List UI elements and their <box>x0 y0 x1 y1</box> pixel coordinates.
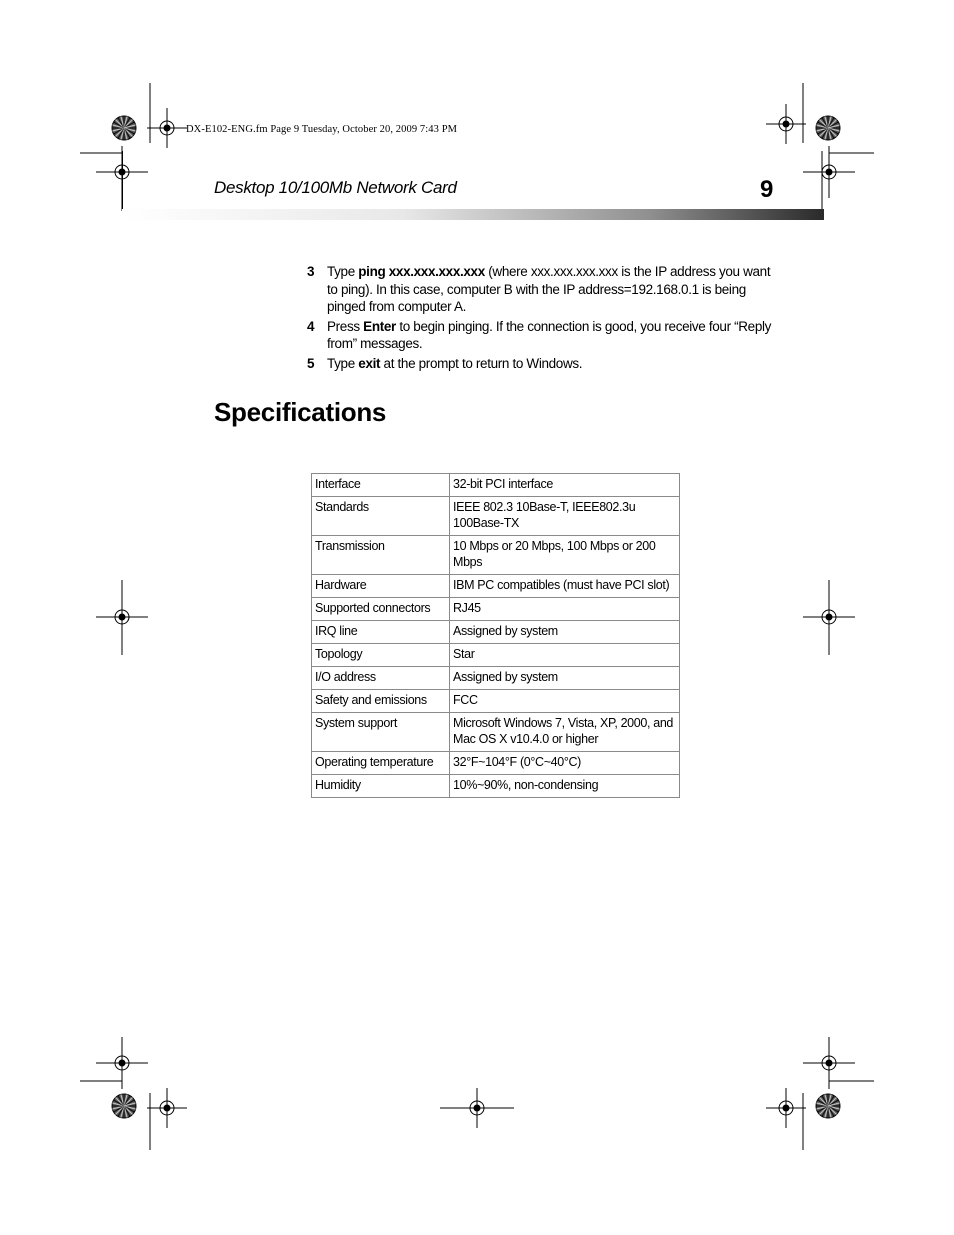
registration-target-icon <box>803 146 855 198</box>
color-wheel-icon <box>816 1094 840 1118</box>
spec-key: Humidity <box>312 775 450 798</box>
step-text: Type exit at the prompt to return to Windows. <box>327 355 583 371</box>
spec-key: Supported connectors <box>312 598 450 621</box>
table-row <box>312 690 680 713</box>
registration-target-icon <box>147 108 187 148</box>
step-item <box>307 263 777 316</box>
spec-value: IBM PC compatibles (must have PCI slot) <box>450 575 680 598</box>
color-wheel-icon <box>112 116 136 140</box>
registration-target-icon <box>147 1088 187 1128</box>
table-row <box>312 713 680 752</box>
table-row <box>312 752 680 775</box>
table-row <box>312 775 680 798</box>
spec-value: Star <box>450 644 680 667</box>
spec-value: Assigned by system <box>450 667 680 690</box>
spec-value: 10 Mbps or 20 Mbps, 100 Mbps or 200 Mbps <box>450 536 680 575</box>
spec-value: Microsoft Windows 7, Vista, XP, 2000, and Mac OS X v10.4.0 or higher <box>450 713 680 752</box>
registration-target-icon <box>766 1088 806 1128</box>
step-number: 3 <box>307 264 315 279</box>
running-header-title: Desktop 10/100Mb Network Card <box>214 178 457 197</box>
spec-value: 10%~90%, non-condensing <box>450 775 680 798</box>
steps-list <box>307 263 777 374</box>
spec-value: Assigned by system <box>450 621 680 644</box>
spec-value: 32-bit PCI interface <box>450 474 680 497</box>
spec-key: Safety and emissions <box>312 690 450 713</box>
spec-value: IEEE 802.3 10Base-T, IEEE802.3u 100Base-TX <box>450 497 680 536</box>
header-gradient-bar <box>122 209 824 220</box>
step-text: Type ping xxx.xxx.xxx.xxx (where xxx.xxx.xxx.xxx is the IP address you want to ping). In this case, computer B with the IP address=192.168.0.1 is being pinged from computer A. <box>327 264 771 314</box>
table-row <box>312 598 680 621</box>
step-number: 4 <box>307 318 315 334</box>
spec-key: Transmission <box>312 536 450 575</box>
table-row <box>312 667 680 690</box>
table-row <box>312 497 680 536</box>
spec-key: Operating temperature <box>312 752 450 775</box>
spec-key: I/O address <box>312 667 450 690</box>
registration-target-icon <box>766 104 806 144</box>
spec-key: Topology <box>312 644 450 667</box>
spec-value: RJ45 <box>450 598 680 621</box>
table-row <box>312 621 680 644</box>
table-row <box>312 474 680 497</box>
table-row <box>312 644 680 667</box>
spec-key: System support <box>312 713 450 752</box>
step-item <box>307 355 777 373</box>
step-number: 5 <box>307 355 315 371</box>
slug-line: DX-E102-ENG.fm Page 9 Tuesday, October 20, 2009 7:43 PM <box>186 124 458 135</box>
page-number: 9 <box>760 176 774 203</box>
spec-value: 32°F~104°F (0°C~40°C) <box>450 752 680 775</box>
table-row <box>312 575 680 598</box>
step-text: Press Enter to begin pinging. If the connection is good, you receive four “Reply from” messages. <box>327 318 772 351</box>
color-wheel-icon <box>112 1094 136 1118</box>
spec-key: Standards <box>312 497 450 536</box>
header-left-rule <box>122 151 123 211</box>
color-wheel-icon <box>816 116 840 140</box>
spec-value: FCC <box>450 690 680 713</box>
spec-key: Hardware <box>312 575 450 598</box>
step-item <box>307 318 777 353</box>
spec-key: Interface <box>312 474 450 497</box>
specifications-table <box>311 473 680 798</box>
spec-key: IRQ line <box>312 621 450 644</box>
section-heading: Specifications <box>214 397 387 427</box>
table-row <box>312 536 680 575</box>
